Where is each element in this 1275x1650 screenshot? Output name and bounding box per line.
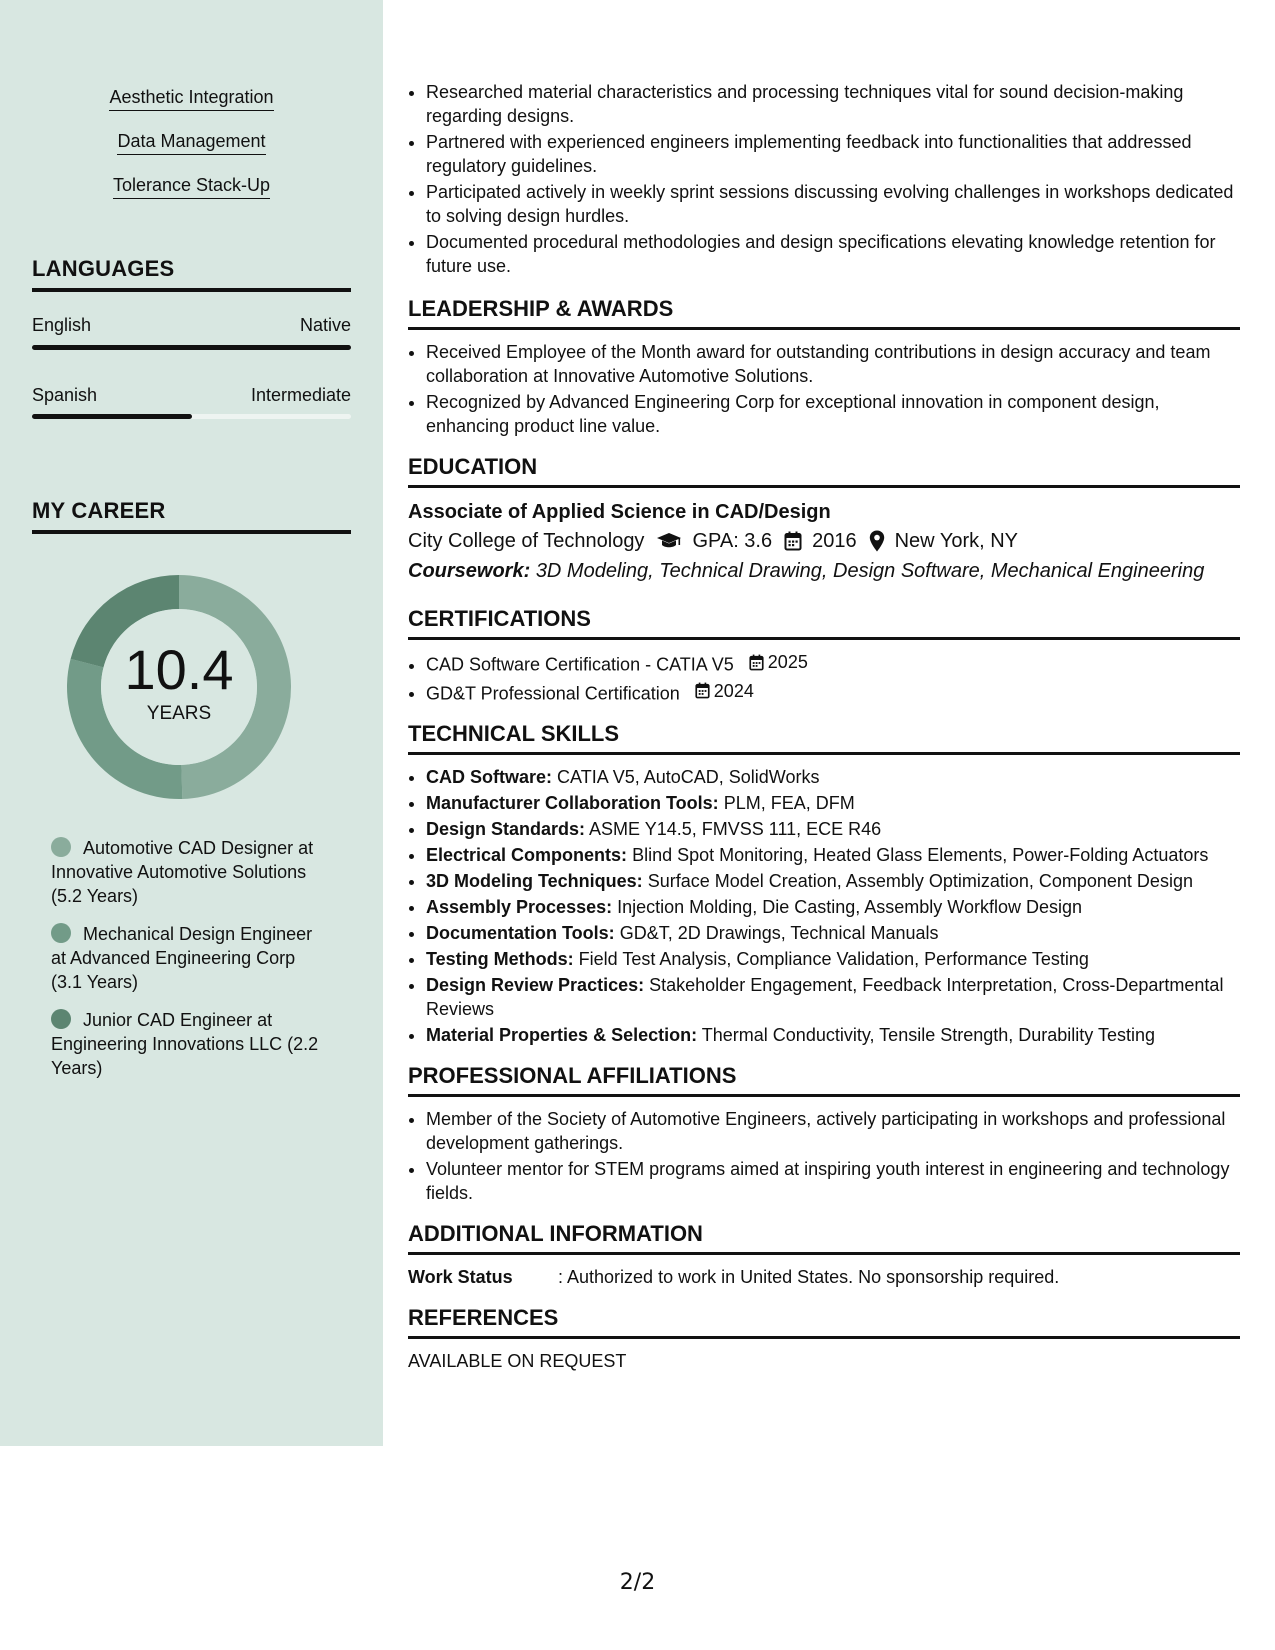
coursework-label: Coursework: [408, 560, 531, 582]
calendar-icon [695, 682, 710, 699]
certification-name: GD&T Professional Certification [426, 683, 680, 703]
list-item [426, 650, 1240, 677]
career-dot-icon [51, 1009, 71, 1029]
skill-label: Design Review Practices: [426, 975, 645, 995]
list-item [426, 1023, 1240, 1047]
list-item [426, 843, 1240, 867]
sidebar [0, 0, 383, 1446]
list-item: • Participated actively in weekly sprint sessions discussing evolving challenges in workshops dedicated to solving design hurdles. [426, 180, 1240, 228]
language-row [32, 315, 351, 336]
main-content [408, 80, 1240, 1373]
additional-info-heading: ADDITIONAL INFORMATION [408, 1221, 1240, 1255]
list-item: • Received Employee of the Month award for outstanding contributions in design accuracy and team collaboration at Innovative Automotive Solutions. [426, 340, 1240, 388]
technical-skills-heading: TECHNICAL SKILLS [408, 721, 1240, 755]
list-item: • Volunteer mentor for STEM programs aimed at inspiring youth interest in engineering and technology fields. [426, 1157, 1240, 1205]
skill-value: PLM, FEA, DFM [723, 793, 855, 813]
career-dot-icon [51, 923, 71, 943]
list-item [426, 869, 1240, 893]
certifications-heading: CERTIFICATIONS [408, 606, 1240, 640]
education-degree: Associate of Applied Science in CAD/Design [408, 501, 831, 523]
skills-list [0, 86, 383, 218]
career-heading: MY CAREER [32, 498, 351, 534]
education-school: City College of Technology [408, 530, 645, 552]
language-proficiency-fill [32, 414, 192, 419]
skill-label: Material Properties & Selection: [426, 1025, 698, 1045]
language-name: English [32, 315, 92, 335]
education-heading: EDUCATION [408, 454, 1240, 488]
career-total-years: 10.4 [124, 638, 234, 701]
list-item [426, 973, 1240, 1021]
skill-tag: Aesthetic Integration [109, 86, 273, 111]
language-name: Spanish [32, 385, 98, 405]
skill-tag: Data Management [117, 130, 265, 155]
skill-label: CAD Software: [426, 767, 553, 787]
skill-value: Blind Spot Monitoring, Heated Glass Elements, Power-Folding Actuators [632, 845, 1209, 865]
language-proficiency-bar [32, 414, 351, 419]
coursework-value: 3D Modeling, Technical Drawing, Design Software, Mechanical Engineering [535, 560, 1205, 582]
list-item [426, 947, 1240, 971]
career-item-text: Automotive CAD Designer at Innovative Automotive Solutions (5.2 Years) [51, 838, 314, 906]
list-item [426, 791, 1240, 815]
references-text: AVAILABLE ON REQUEST [408, 1351, 627, 1371]
education-gpa: GPA: 3.6 [692, 530, 773, 552]
language-proficiency-fill [32, 345, 351, 350]
skill-tag: Tolerance Stack-Up [113, 174, 270, 199]
certification-year: 2024 [713, 680, 754, 701]
career-list [51, 836, 331, 1094]
education-location: New York, NY [894, 530, 1018, 552]
list-item: • Partnered with experienced engineers implementing feedback into functionalities that addressed regulatory guidelines. [426, 130, 1240, 178]
technical-skills-list [408, 765, 1240, 1047]
work-status-value: : Authorized to work in United States. No sponsorship required. [558, 1267, 1060, 1287]
work-status-label: Work Status [408, 1267, 513, 1287]
page-number: 2/2 [619, 1570, 656, 1595]
graduation-cap-icon [656, 532, 682, 550]
location-pin-icon [869, 530, 885, 552]
affiliations-list [408, 1107, 1240, 1205]
career-item [51, 922, 331, 994]
certification-year: 2025 [767, 652, 808, 672]
references-heading: REFERENCES [408, 1305, 1240, 1339]
career-item [51, 1008, 331, 1080]
list-item: • Documented procedural methodologies and design specifications elevating knowledge retention for future use. [426, 230, 1240, 278]
skill-value: GD&T, 2D Drawings, Technical Manuals [619, 923, 939, 943]
list-item [426, 921, 1240, 945]
skill-value: Stakeholder Engagement, Feedback Interpretation, Cross-Departmental Reviews [426, 975, 1224, 1019]
education-coursework [408, 556, 1240, 586]
skill-value: Field Test Analysis, Compliance Validation, Performance Testing [578, 949, 1089, 969]
certification-date [695, 679, 754, 703]
skill-label: Design Standards: [426, 819, 586, 839]
work-status-row [408, 1265, 1240, 1289]
languages-heading: LANGUAGES [32, 256, 351, 292]
education-year: 2016 [812, 530, 857, 552]
career-years-unit: YEARS [146, 703, 212, 724]
language-row [32, 385, 351, 406]
certification-date [749, 650, 808, 674]
affiliations-heading: PROFESSIONAL AFFILIATIONS [408, 1063, 1240, 1097]
list-item [426, 895, 1240, 919]
certifications-list [408, 650, 1240, 705]
leadership-heading: LEADERSHIP & AWARDS [408, 296, 1240, 330]
language-proficiency-bar [32, 345, 351, 350]
career-donut [66, 574, 292, 800]
skill-label: Testing Methods: [426, 949, 574, 969]
calendar-icon [784, 531, 802, 551]
leadership-list [408, 340, 1240, 438]
language-level: Intermediate [250, 385, 351, 405]
skill-value: Injection Molding, Die Casting, Assembly Workflow Design [617, 897, 1082, 917]
skill-value: Surface Model Creation, Assembly Optimization, Component Design [647, 871, 1193, 891]
list-item: • Recognized by Advanced Engineering Corp for exceptional innovation in component design, enhancing product line value. [426, 390, 1240, 438]
career-item-text: Mechanical Design Engineer at Advanced Engineering Corp (3.1 Years) [51, 924, 313, 992]
experience-bullets [408, 80, 1240, 278]
calendar-icon [749, 654, 764, 671]
list-item [426, 765, 1240, 789]
skill-label: Manufacturer Collaboration Tools: [426, 793, 719, 813]
skill-label: Documentation Tools: [426, 923, 615, 943]
career-item [51, 836, 331, 908]
skill-label: 3D Modeling Techniques: [426, 871, 643, 891]
skill-value: CATIA V5, AutoCAD, SolidWorks [557, 767, 820, 787]
list-item: • Researched material characteristics and processing techniques vital for sound decision-making regarding designs. [426, 80, 1240, 128]
list-item [426, 679, 1240, 706]
certification-name: CAD Software Certification - CATIA V5 [426, 654, 734, 675]
career-donut-center [66, 574, 292, 800]
education-details [408, 526, 1240, 556]
skill-label: Assembly Processes: [426, 897, 613, 917]
list-item [426, 817, 1240, 841]
skill-label: Electrical Components: [426, 845, 628, 865]
skill-value: ASME Y14.5, FMVSS 111, ECE R46 [589, 819, 882, 839]
language-level: Native [299, 315, 351, 335]
skill-value: Thermal Conductivity, Tensile Strength, Durability Testing [701, 1025, 1155, 1045]
career-dot-icon [51, 837, 71, 857]
list-item: • Member of the Society of Automotive Engineers, actively participating in workshops and professional development gatherings. [426, 1107, 1240, 1155]
career-item-text: Junior CAD Engineer at Engineering Innovations LLC (2.2 Years) [51, 1010, 319, 1078]
